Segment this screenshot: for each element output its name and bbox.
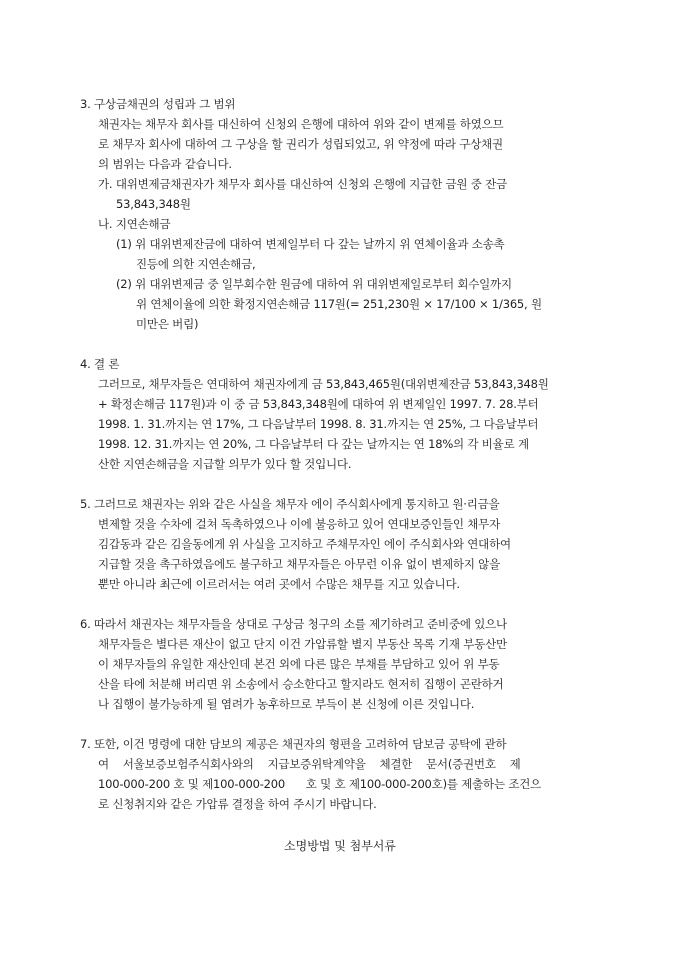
text-line: + 확정손해금 117원)과 이 중 금 53,843,348원에 대하여 위 변제일인 1997. 7. 28.부터 <box>98 397 539 411</box>
section-6 <box>80 614 620 714</box>
text-line: 변제할 것을 수차에 걸쳐 독촉하였으나 이에 불응하고 있어 연대보증인들인 채무자 <box>98 517 501 531</box>
section-6-body <box>80 634 620 714</box>
text-line: 7. 또한, 이건 명령에 대한 담보의 제공은 채권자의 형편을 고려하여 담보금 공탁에 관하 <box>80 737 507 751</box>
closing-title: 소명방법 및 첨부서류 <box>284 839 396 853</box>
text-line: 로 신청취지와 같은 가압류 결정을 하여 주시기 바랍니다. <box>98 797 377 811</box>
item-ga-line: 가. 대위변제금채권자가 채무자 회사를 대신하여 신청외 은행에 지급한 금원 중 잔금 <box>98 177 507 191</box>
text-line: 산한 지연손해금을 지급할 의무가 있다 할 것입니다. <box>98 457 352 471</box>
section-3 <box>80 94 620 334</box>
text-line: 로 채무자 회사에 대하여 그 구상을 할 권리가 성립되었고, 위 약정에 따라 구상채권 <box>98 137 503 151</box>
text-line: 100-000-200 호 및 제100-000-200 호 및 호 제100-000-200호)를 제출하는 조건으 <box>98 777 542 791</box>
section-7 <box>80 734 620 814</box>
item-na2-line: 위 연체이율에 의한 확정지연손해금 117원(= 251,230원 × 17/100 × 1/365, 원 <box>136 297 542 311</box>
section-5 <box>80 494 620 594</box>
item-na2-line: 미만은 버림) <box>136 317 199 331</box>
text-line: 그러므로, 채무자들은 연대하여 채권자에게 금 53,843,465원(대위변제잔금 53,843,348원 <box>98 377 549 391</box>
text-line: 나 집행이 불가능하게 될 염려가 농후하므로 부득이 본 신청에 이른 것입니다. <box>98 697 475 711</box>
text-line: 채무자들은 별다른 재산이 없고 단지 이건 가압류할 별지 부동산 목록 기재 부동산만 <box>98 637 507 651</box>
text-line: 의 범위는 다음과 같습니다. <box>98 157 232 171</box>
text-line: 6. 따라서 채권자는 채무자들을 상대로 구상금 청구의 소를 제기하려고 준비중에 있으나 <box>80 617 507 631</box>
section-3-heading: 3. 구상금채권의 성립과 그 범위 <box>80 97 236 111</box>
item-na1-line: (1) 위 대위변제잔금에 대하여 변제일부터 다 갚는 날까지 위 연체이율과 소송촉 <box>116 237 505 251</box>
section-4-heading: 4. 결 론 <box>80 357 120 371</box>
section-7-body <box>80 754 620 814</box>
item-ga-line: 53,843,348원 <box>116 197 191 211</box>
section-3-body <box>80 114 620 334</box>
section-5-body <box>80 514 620 594</box>
section-4-body <box>80 374 620 474</box>
text-line: 5. 그러므로 채권자는 위와 같은 사실을 채무자 에이 주식회사에게 통지하고 원·리금을 <box>80 497 500 511</box>
text-line: 채권자는 채무자 회사를 대신하여 신청외 은행에 대하여 위와 같이 변제를 하였으므 <box>98 117 504 131</box>
text-line: 지급할 것을 촉구하였음에도 불구하고 채무자들은 아무런 이유 없이 변제하지 않을 <box>98 557 501 571</box>
text-line: 1998. 12. 31.까지는 연 20%, 그 다음날부터 다 갚는 날까지는 연 18%의 각 비율로 계 <box>98 437 529 451</box>
text-line: 여 서울보증보험주식회사와의 지급보증위탁계약을 체결한 문서(증권번호 제 <box>98 757 521 771</box>
text-line: 이 채무자들의 유일한 재산인데 본건 외에 다른 많은 부채를 부담하고 있어 위 부동 <box>98 657 500 671</box>
item-na1-line: 진등에 의한 지연손해금, <box>136 257 256 271</box>
text-line: 1998. 1. 31.까지는 연 17%, 그 다음날부터 1998. 8. 31.까지는 연 25%, 그 다음날부터 <box>98 417 539 431</box>
item-na2-line: (2) 위 대위변제금 중 일부회수한 원금에 대하여 위 대위변제일로부터 회수일까지 <box>116 277 512 291</box>
text-line: 김갑동과 같은 김을동에게 위 사실을 고지하고 주채무자인 에이 주식회사와 연대하여 <box>98 537 511 551</box>
text-line: 뿐만 아니라 최근에 이르러서는 여러 곳에서 수많은 채무를 지고 있습니다. <box>98 577 460 591</box>
item-na-title: 나. 지연손해금 <box>98 217 171 231</box>
section-4 <box>80 354 620 474</box>
text-line: 산을 타에 처분해 버리면 위 소송에서 승소한다고 할지라도 현저히 집행이 곤란하거 <box>98 677 504 691</box>
